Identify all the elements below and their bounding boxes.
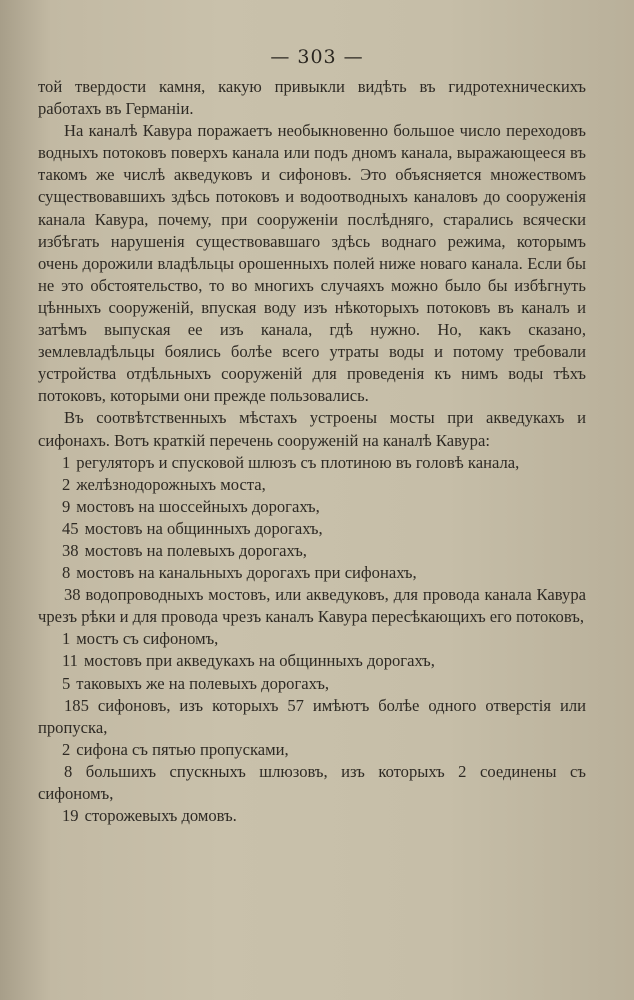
- list-item: 11 мостовъ при акведукахъ на общинныхъ дорогахъ,: [62, 651, 435, 671]
- list-item: 5 таковыхъ же на полевыхъ дорогахъ,: [62, 673, 330, 693]
- list-item: 8 большихъ спускныхъ шлюзовъ, изъ которыхъ 2 соединены съ сифономъ,: [38, 761, 586, 803]
- page-number: — 303 —: [270, 46, 364, 68]
- list-item: 2 желѣзнодорожныхъ моста,: [62, 474, 266, 494]
- list-item: 45 мостовъ на общинныхъ дорогахъ,: [62, 518, 323, 538]
- page-body: [38, 76, 586, 827]
- list-item: 38 мостовъ на полевыхъ дорогахъ,: [62, 540, 307, 560]
- list-item: 1 мостъ съ сифономъ,: [62, 629, 219, 649]
- structures-list: [38, 452, 586, 828]
- paragraph-2: На каналѣ Кавура поражаетъ необыкновенно большое число переходовъ водныхъ потоковъ поверхъ канала или подъ дномъ канала, выражающееся въ такомъ же числѣ акведуковъ и сифоновъ. Это объясняется множествомъ существовавшихъ здѣсь потоковъ и водоотводныхъ каналовъ до сооруженія канала Кавура, почему, при сооруженіи послѣдняго, старались всячески избѣгать нарушенія существовавшаго здѣсь воднаго режима, которымъ очень дорожили владѣльцы орошенныхъ полей ниже новаго канала. Если бы не это обстоятельство, то во многихъ случаяхъ можно было бы избѣгнуть цѣнныхъ сооруженій, впуская воду изъ нѣкоторыхъ потоковъ въ каналъ и затѣмъ выпуская ее изъ канала, гдѣ нужно. Но, какъ сказано, землевладѣльцы боялись болѣе всего утраты воды и потому требовали устройства отдѣльныхъ сооруженій для проведенія къ нимъ воды тѣхъ потоковъ, которыми они прежде пользовались.: [38, 121, 586, 406]
- paragraph-3: Въ соотвѣтственныхъ мѣстахъ устроены мосты при акведукахъ и сифонахъ. Вотъ краткій перечень сооруженій на каналѣ Кавура:: [38, 408, 586, 450]
- list-item: 185 сифоновъ, изъ которыхъ 57 имѣютъ болѣе одного отверстія или пропуска,: [38, 695, 586, 737]
- list-item: 1 регуляторъ и спусковой шлюзъ съ плотиною въ головѣ канала,: [62, 452, 520, 472]
- list-item: 2 сифона съ пятью пропусками,: [62, 739, 289, 759]
- list-item: 8 мостовъ на канальныхъ дорогахъ при сифонахъ,: [62, 563, 417, 583]
- paragraph-1: той твердости камня, какую привыкли видѣть въ гидротехническихъ работахъ въ Германіи.: [38, 77, 586, 119]
- list-item: 19 сторожевыхъ домовъ.: [62, 806, 237, 826]
- list-item: 9 мостовъ на шоссейныхъ дорогахъ,: [62, 496, 320, 516]
- list-item: 38 водопроводныхъ мостовъ, или акведуковъ, для провода канала Кавура чрезъ рѣки и для провода чрезъ каналъ Кавура пересѣкающихъ его потоковъ,: [38, 585, 586, 627]
